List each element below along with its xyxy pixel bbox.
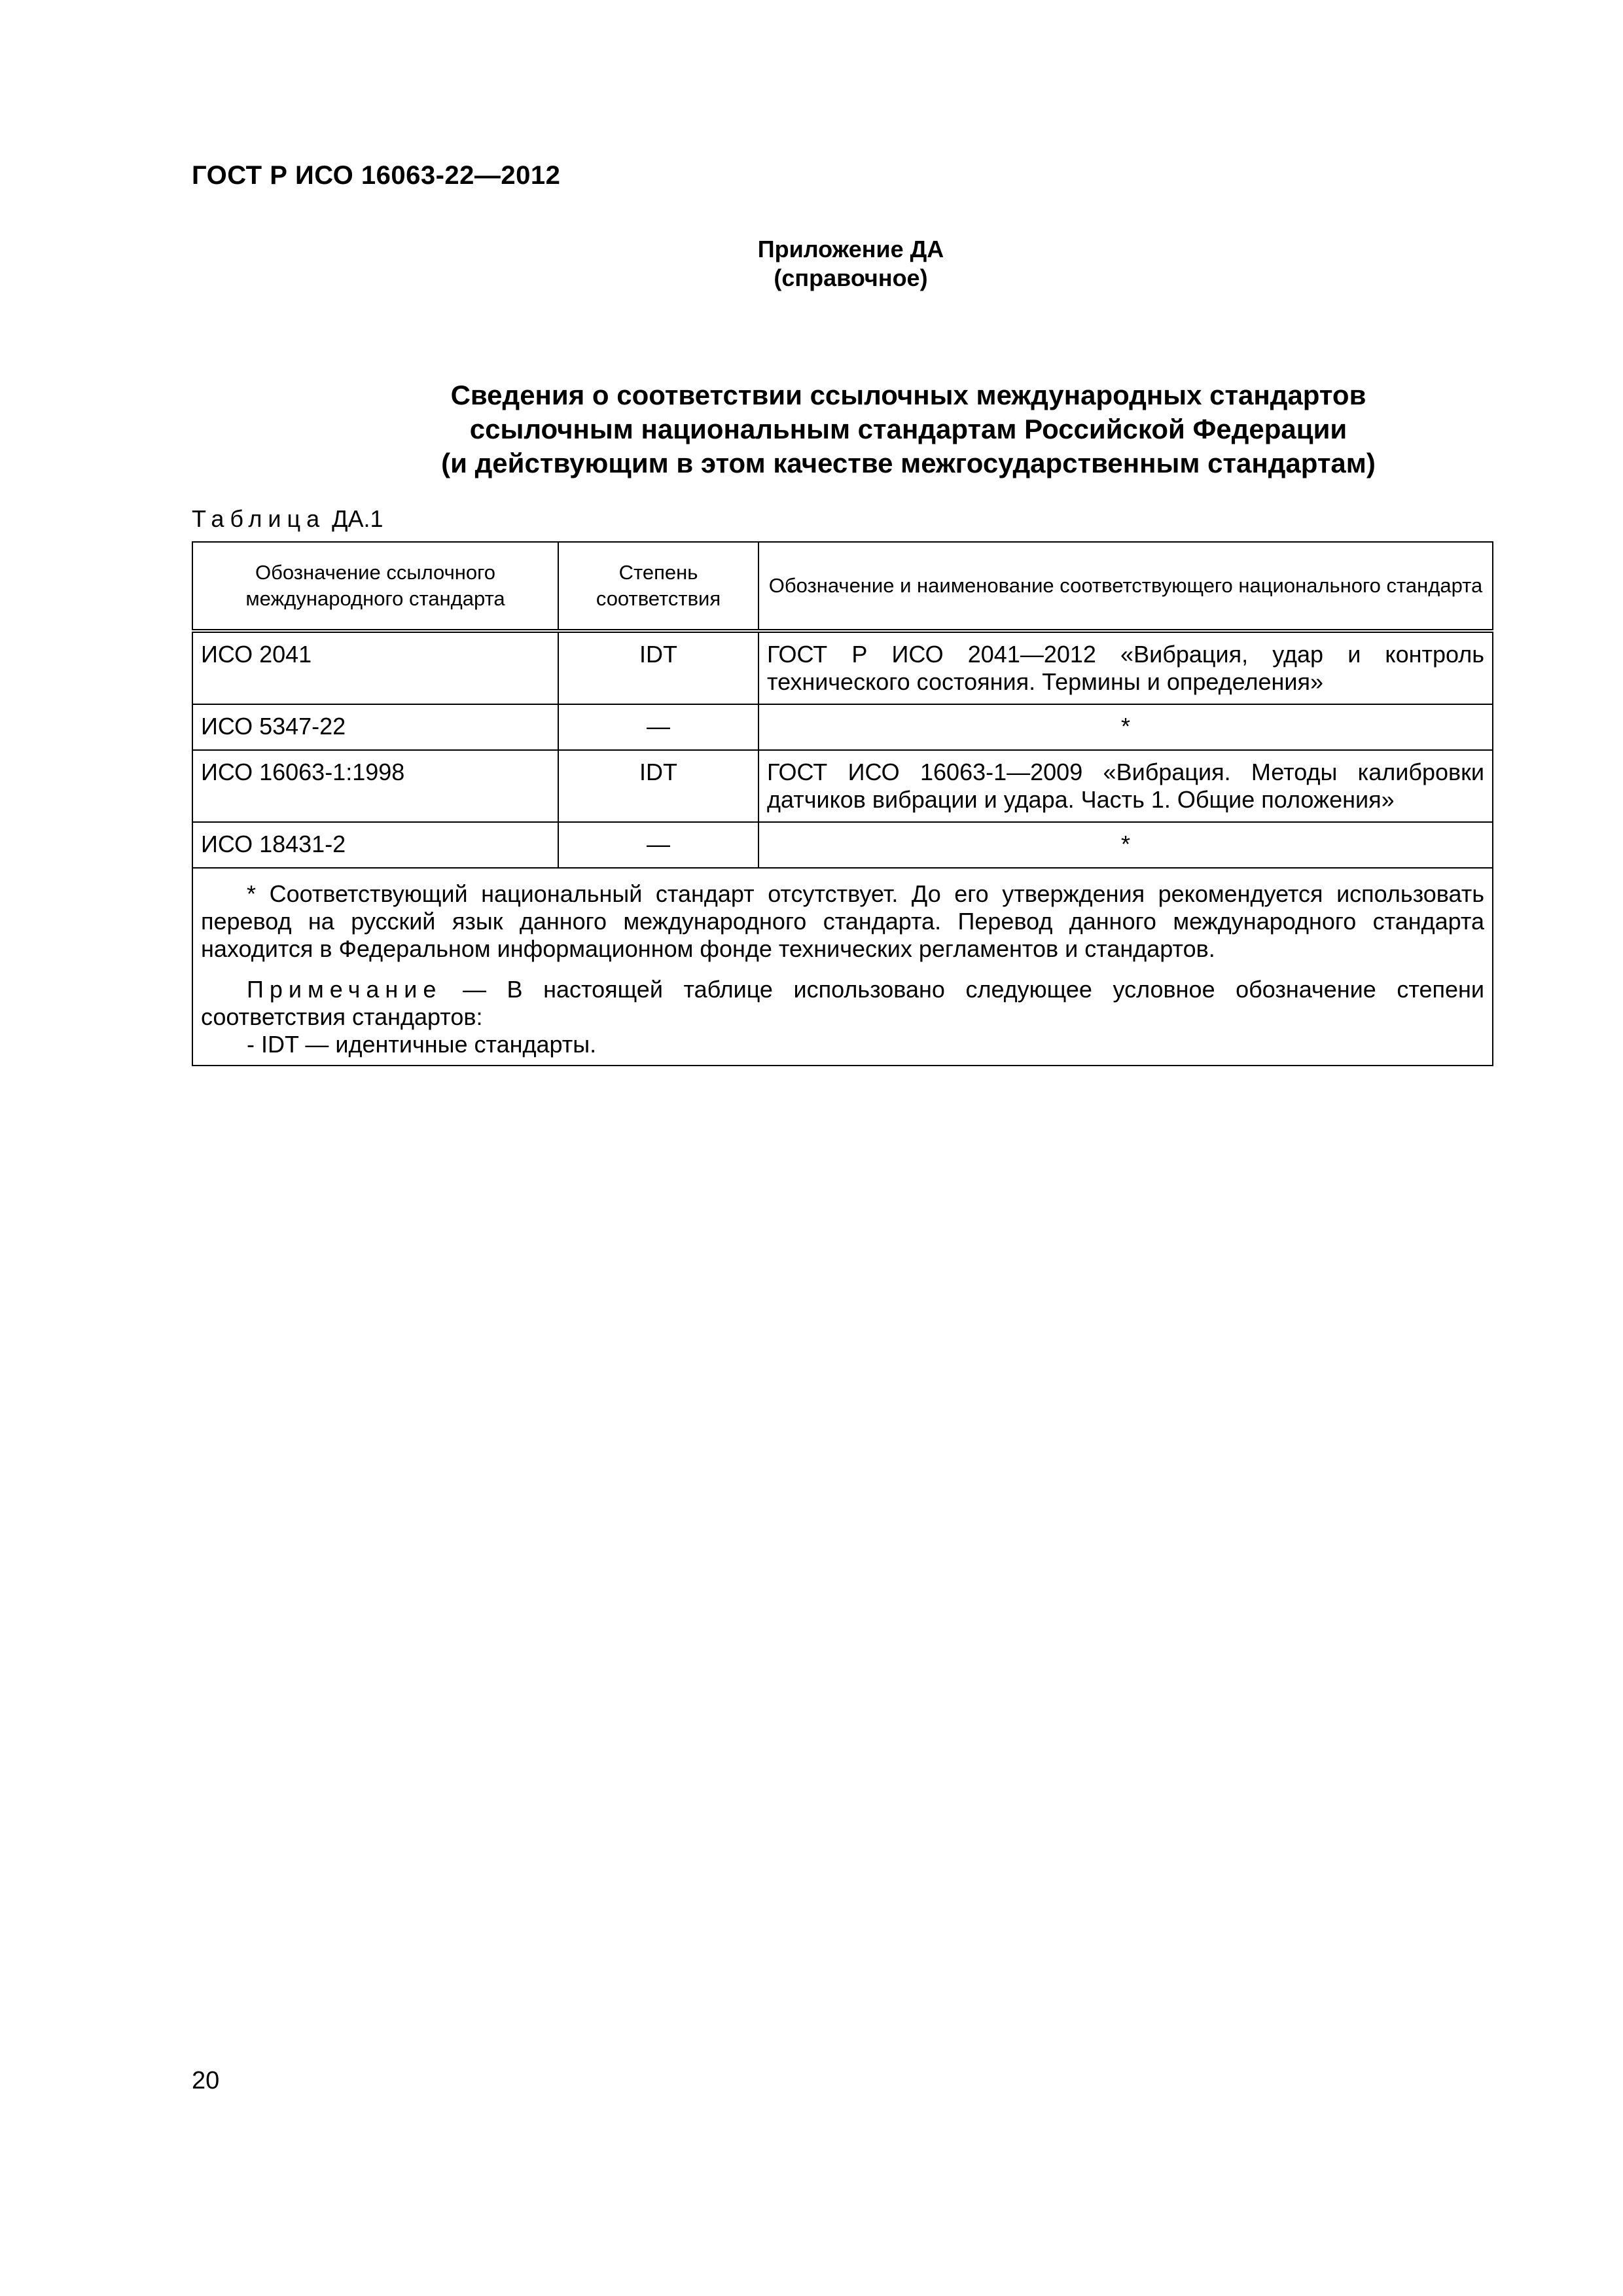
header-intl-standard: Обозначение ссылочного международного стандарта: [192, 542, 558, 631]
cell-national-standard: *: [758, 704, 1493, 750]
cell-intl-standard: ИСО 2041: [192, 631, 558, 704]
note-text: — В настоящей таблице использовано следующее условное обозначение степени соответствия стандартов:: [201, 976, 1484, 1030]
table-caption-number: ДА.1: [332, 505, 383, 532]
header-national-standard: Обозначение и наименование соответствующего национального стандарта: [758, 542, 1493, 631]
cell-degree: —: [558, 704, 758, 750]
header-degree: Степень соответствия: [558, 542, 758, 631]
appendix-title: Приложение ДА: [757, 236, 944, 262]
section-title-line-3: (и действующим в этом качестве межгосударственным стандартам): [441, 448, 1376, 478]
cell-intl-standard: ИСО 18431-2: [192, 822, 558, 868]
document-code: ГОСТ Р ИСО 16063-22—2012: [192, 161, 561, 190]
table-footnote-row: [192, 868, 1493, 1066]
table-footnote-cell: [192, 868, 1493, 1066]
page-number: 20: [192, 2067, 220, 2094]
section-title-line-2: ссылочным национальным стандартам Российской Федерации: [469, 414, 1347, 444]
table-row: [192, 822, 1493, 868]
table-caption: [192, 505, 383, 533]
section-title-line-1: Сведения о соответствии ссылочных международных стандартов: [450, 380, 1366, 410]
table-note: [201, 976, 1484, 1031]
correspondence-table: [192, 541, 1493, 1066]
table-caption-word: Таблица: [192, 505, 326, 532]
cell-intl-standard: ИСО 16063-1:1998: [192, 750, 558, 822]
appendix-subtitle: (справочное): [774, 264, 928, 291]
note-list-item: - IDT — идентичные стандарты.: [247, 1031, 597, 1058]
cell-national-standard: *: [758, 822, 1493, 868]
table-header-row: [192, 542, 1493, 631]
cell-national-standard: ГОСТ ИСО 16063-1—2009 «Вибрация. Методы калибровки датчиков вибрации и удара. Часть 1. Общие положения»: [758, 750, 1493, 822]
cell-degree: IDT: [558, 631, 758, 704]
table-row: [192, 631, 1493, 704]
cell-national-standard: ГОСТ Р ИСО 2041—2012 «Вибрация, удар и контроль технического состояния. Термины и определения»: [758, 631, 1493, 704]
table-footnote: * Соответствующий национальный стандарт отсутствует. До его утверждения рекомендуется использовать перевод на русский язык данного международного стандарта. Перевод данного международного стандарта находится в Федеральном информационном фонде технических регламентов и стандартов.: [201, 880, 1484, 962]
cell-degree: IDT: [558, 750, 758, 822]
cell-intl-standard: ИСО 5347-22: [192, 704, 558, 750]
table-row: [192, 750, 1493, 822]
table-row: [192, 704, 1493, 750]
cell-degree: —: [558, 822, 758, 868]
note-label: Примечание: [247, 976, 442, 1003]
